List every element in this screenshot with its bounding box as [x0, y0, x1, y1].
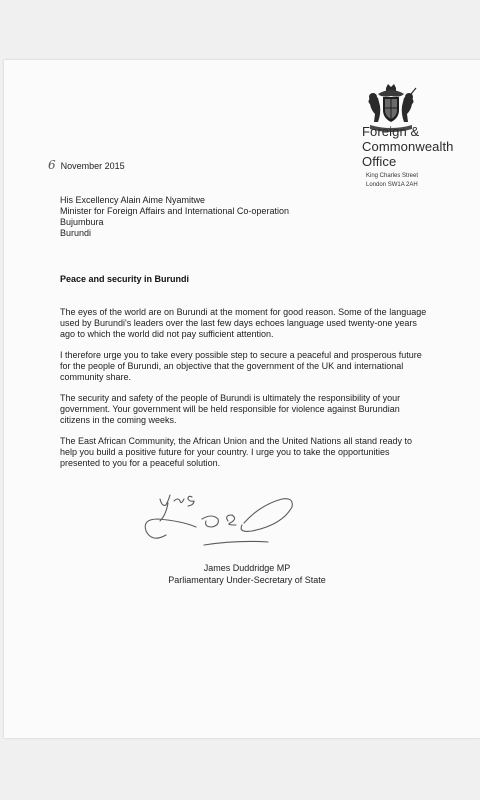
handwritten-signature — [132, 485, 312, 565]
recipient-line-4: Burundi — [60, 228, 92, 238]
signatory-title: Parliamentary Under-Secretary of State — [168, 575, 326, 585]
recipient-line-3: Bujumbura — [60, 217, 104, 227]
signatory-block — [4, 562, 480, 586]
recipient-line-1: His Excellency Alain Aime Nyamitwe — [60, 195, 206, 205]
date-day-handwritten: 6 — [48, 158, 56, 172]
body-paragraph-2: I therefore urge you to take every possible step to secure a peaceful and prosperous future for the people of Burundi, an objective that the government of the UK and international community share. — [60, 350, 422, 382]
letter-page — [4, 60, 480, 738]
office-address-line-1: King Charles Street — [366, 173, 419, 179]
letter-body — [60, 307, 430, 479]
body-paragraph-4: The East African Community, the African Union and the United Nations all stand ready to help you build a positive future for your country. I urge you to take the opportunities presented to you for a peaceful solution. — [60, 436, 413, 468]
office-address — [366, 172, 418, 190]
office-name-line-3: Office — [362, 154, 397, 169]
body-paragraph-1: The eyes of the world are on Burundi at the moment for good reason. Some of the language used by Burundi's leaders over the last few days echoes language used twenty-one years ago to which the world did not pay sufficient attention. — [60, 307, 427, 339]
letter-subject: Peace and security in Burundi — [60, 274, 190, 284]
office-name-line-2: Commonwealth — [362, 139, 454, 154]
date-month-year: November 2015 — [60, 161, 125, 171]
body-paragraph-3: The security and safety of the people of Burundi is ultimately the responsibility of your government. Your government will be held responsible for violence against Burundian citizens in the coming weeks. — [60, 393, 401, 425]
office-name — [362, 124, 454, 169]
office-address-line-2: London SW1A 2AH — [366, 182, 418, 188]
signatory-name: James Duddridge MP — [203, 563, 291, 573]
letter-date — [48, 158, 125, 172]
office-name-line-1: Foreign & — [362, 124, 420, 139]
recipient-line-2: Minister for Foreign Affairs and International Co-operation — [60, 206, 289, 216]
recipient-address — [60, 195, 289, 239]
